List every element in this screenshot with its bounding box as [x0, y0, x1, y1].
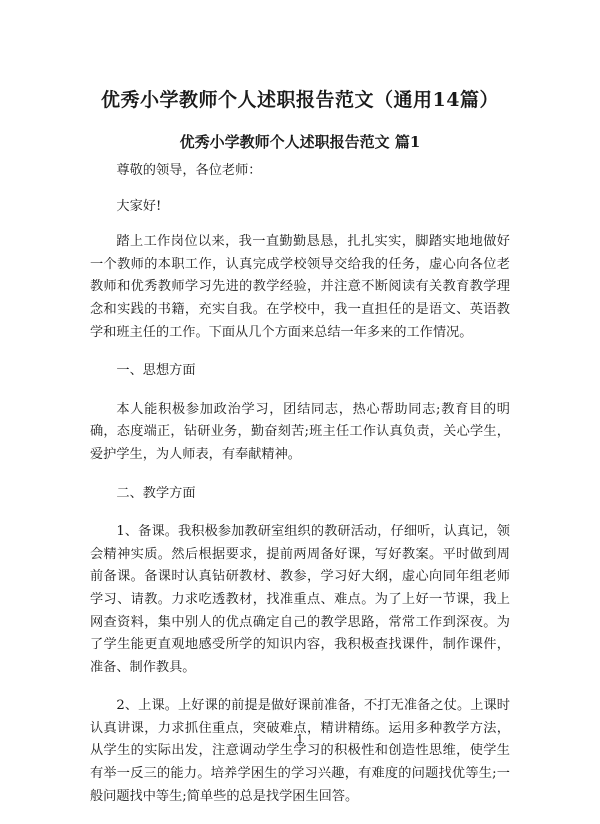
document-body	[90, 160, 510, 824]
paragraph-salutation: 尊敬的领导，各位老师：	[116, 163, 262, 178]
section-heading-teaching: 二、教学方面	[116, 485, 196, 501]
page-number: 1	[296, 732, 304, 746]
paragraph-class: 2、上课。上好课的前提是做好课前准备，不打无准备之仗。上课时认真讲课，力求抓住重点，突破难点，精讲精练。运用多种教学方法，从学生的实际出发，注意调动学生学习的积极性和创造性思维，使学生有举一反三的能力。培养学困生的学习兴趣，有难度的问题找优等生;一般问题找中等生;简单些的总是找学困生回答。	[90, 698, 510, 804]
document-title: 优秀小学教师个人述职报告范文（通用14篇）	[101, 89, 499, 111]
paragraph-thought: 本人能积极参加政治学习，团结同志，热心帮助同志;教育目的明确，态度端正，钻研业务，勤奋刻苦;班主任工作认真负责，关心学生，爱护学生，为人师表，有奉献精神。	[90, 401, 510, 462]
section-title: 优秀小学教师个人述职报告范文 篇1	[179, 133, 421, 151]
paragraph-lesson-prep: 1、备课。我积极参加教研室组织的教研活动，仔细听，认真记，领会精神实质。然后根据要求，提前两周备好课，写好教案。平时做到周前备课。备课时认真钻研教材、教参，学习好大纲，虚心向同年组老师学习、请教。力求吃透教材，找准重点、难点。为了上好一节课，我上网查资料，集中别人的优点确定自己的教学思路，常常工作到深夜。为了学生能更直观地感受所学的知识内容，我积极查找课件，制作课件，准备、制作教具。	[90, 524, 510, 675]
paragraph-intro: 踏上工作岗位以来，我一直勤勤恳恳，扎扎实实，脚踏实地地做好一个教师的本职工作，认真完成学校领导交给我的任务，虚心向各位老教师和优秀教师学习先进的教学经验，并注意不断阅读有关教育教学理念和实践的书籍，充实自我。在学校中，我一直担任的是语文、英语教学和班主任的工作。下面从几个方面来总结一年多来的工作情况。	[90, 234, 510, 340]
paragraph-greeting: 大家好!	[116, 198, 162, 214]
section-heading-thought: 一、思想方面	[116, 363, 196, 379]
